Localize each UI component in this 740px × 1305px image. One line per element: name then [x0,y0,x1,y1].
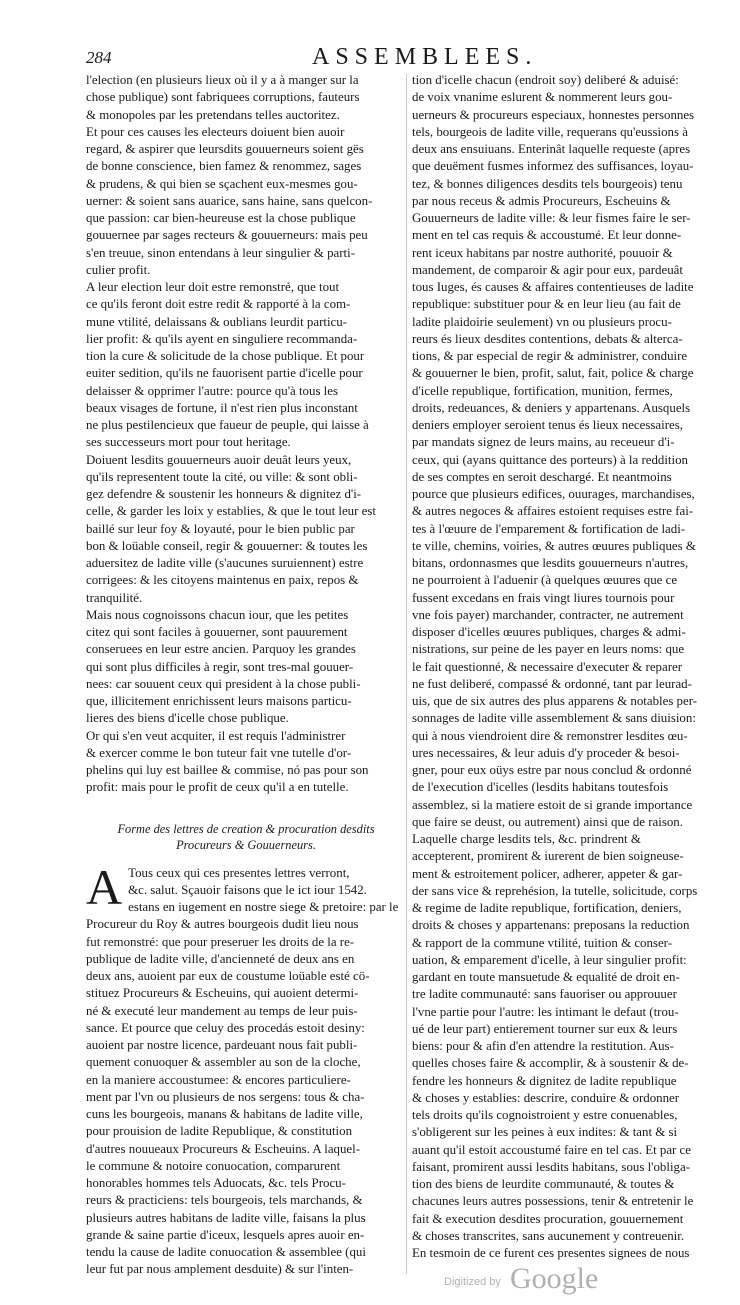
text-line: ures necessaires, & leur aduis d'y proceder & besoi- [412,745,680,760]
digitized-by-google-watermark [444,1262,624,1296]
text-line: nees: car souuent ceux qui president à la chose publi- [86,676,361,691]
text-line: tous Iuges, és causes & affaires contentieuses de ladite [412,280,694,294]
text-line: l'vne partie pour l'autre: les intimant le defaut (trou- [412,1004,679,1019]
text-line: cuns les bourgeois, manans & habitans de ladite ville, [86,1107,363,1121]
text-line: qui sont plus difficiles à regir, sont tres-mal gouuer- [86,659,354,674]
text-line: de ses comptes en seroit deschargé. Et neantmoins [412,469,672,484]
text-line: culier profit. [86,262,151,277]
text-line: bon & loüable conseil, regir & gouuerner: & toutes les [86,538,368,553]
text-line: corrigees: & les citoyens maintenus en paix, repos & [86,573,359,588]
text-line: publique de ladite ville, d'ancienneté de deux ans en [86,951,355,966]
running-title: ASSEMBLEES. [312,44,538,70]
text-line: tels, bourgeois de ladite ville, requerans qu'eussions à [412,124,688,139]
text-line: mune vtilité, delaissans & oublians leurdit particu- [86,314,347,329]
text-line: auant qu'il estoit accoustumé faire en tel cas. Et par ce [412,1142,691,1157]
text-line: uerneurs & procureurs especiaux, honnestes personnes [412,107,695,122]
text-line: leur fut par nous amplement desduite) & sur l'inten- [86,1262,354,1277]
letter-lines [86,858,406,1279]
text-line: ué de leur part) entierement tourner sur eux & leurs [412,1021,678,1036]
text-line: nistrations, sur peine de les payer en leurs noms: que [412,642,685,657]
text-line: sonnages de ladite ville assemblement & sans diuision: [412,711,696,726]
text-line: deux ans, auoient par eux de coustume loüable esté cö- [86,969,370,983]
text-line: biens: pour & afin d'en attendre la restitution. Aus- [412,1039,674,1053]
left-column-text [86,72,406,797]
text-line: qu'ils representent toute la cité, ou ville: & sont obli- [86,469,358,484]
text-line: chacunes leurs autres possessions, tenir & entretenir le [412,1194,694,1209]
text-line: reurs & practiciens: tels bourgeois, tels marchands, & [86,1193,363,1208]
section-title [86,821,406,853]
text-line: pource que plusieurs edifices, ouurages, marchandises, [412,487,695,501]
text-line: deux ans ensuiuans. Enterinât laquelle requeste (apres [412,142,691,156]
text-line: s'en treuue, sinon entendans à leur singulier & parti- [86,245,356,260]
text-line: ses successeurs mort pour tout heritage. [86,435,291,450]
text-line: tels droits qu'ils cognoistroient y estre conuenables, [412,1108,678,1122]
text-line: mandement, de comparoir & agir pour eux, pardeuât [412,262,683,277]
text-line: reurs és lieux desdites contentions, debats & alterca- [412,331,683,346]
text-line: gardant en toute mansuetude & equalité de droit en- [412,970,680,984]
text-line: en la maniere accoustumee: & encores particuliere- [86,1072,351,1087]
text-line: baillé sur leur foy & loyauté, pour le bien public par [86,521,355,536]
page-header [86,44,714,74]
text-line: de bonne conscience, bien famez & renommez, sages [86,159,362,174]
text-line: tendu la cause de ladite conuocation & assemblee (qui [86,1245,366,1259]
text-line: sance. Et pource que celuy des procedás estoit desiny: [86,1020,365,1035]
text-line: citez qui sont faciles à gouuerner, sont pauurement [86,625,348,639]
text-line: fendre les honneurs & dignitez de ladite republique [412,1073,677,1088]
text-line: Or qui s'en veut acquiter, il est requis l'administrer [86,728,346,743]
text-line: & regime de ladite republique, fortification, deniers, [412,901,682,915]
text-line: tion la cure & solicitude de la chose publique. Et pour [86,349,365,363]
text-line: Gouuerneurs de ladite ville: & leur fismes faire le ser- [412,211,691,225]
text-line: lier profit: & qu'ils ayent en singuliere recommanda- [86,331,358,346]
text-line: qui à nous viendroient dire & remonstrer lesdites œu- [412,728,688,743]
text-line: tions, & par especial de regir & administrer, conduire [412,349,688,363]
text-line: ment par l'vn ou plusieurs de nos sergens: tous & cha- [86,1089,365,1104]
text-line: rent iceux habitans par nostre authorité, pouuoir & [412,245,673,260]
text-line: beaux visages de fortune, il n'est rien plus inconstant [86,400,358,415]
text-line: chose publique) sont fabriquees corruptions, fauteurs [86,90,360,105]
text-line: uis, que de six autres des plus apparens & notables per- [412,694,698,708]
text-line: ne fust deliberé, compassé & ordonné, tant par leurad- [412,676,692,691]
text-line: l'election (en plusieurs lieux où il y a à manger sur la [86,73,359,87]
text-line: ment & estroitement policer, adherer, appeter & gar- [412,866,683,881]
text-line: celle, & garder les loix y establies, & que le tout leur est [86,504,376,519]
text-line: accepterent, promirent & iurerent de bien soigneuse- [412,849,684,864]
text-line: euiter sedition, qu'ils ne fauorisent partie d'icelle pour [86,366,363,381]
text-line: regard, & aspirer que leursdits gouuerneurs soient gës [86,142,364,156]
text-line: uation, & emparement d'icelle, à leur singulier profit: [412,952,687,967]
text-line: Procureur du Roy & autres bourgeois dudit lieu nous [86,917,359,932]
text-line: te ville, chemins, voiries, & autres œuures publiques & [412,538,696,553]
text-line: fut remonstré: que pour preseruer les droits de la re- [86,934,355,949]
text-line: & monopoles par les pretendans telles auctoritez. [86,107,340,122]
text-line: En tesmoin de ce furent ces presentes signees de nous [412,1246,690,1260]
text-line: vne fois payer) marchander, contracter, ne autrement [412,607,684,622]
text-line: & choses y establies: descrire, conduire & ordonner [412,1090,680,1105]
text-line: honorables hommes tels Aduocats, &c. tels Procu- [86,1176,346,1190]
text-line: de voix vnanime eslurent & nommerent leurs gou- [412,90,673,105]
page-number: 284 [86,48,112,67]
text-line: & autres negoces & affaires estoient requises estre fai- [412,504,694,519]
text-line: Tous ceux qui ces presentes lettres verront, [128,865,350,880]
text-line: né & executé leur mandement au temps de leur puis- [86,1003,358,1018]
text-line: auoient par nostre licence, pardeuant nous fait publi- [86,1038,358,1052]
text-line: tes à l'œuure de l'emparement & fortification de ladi- [412,521,686,536]
text-line: der sans vice & reprehésion, la tutelle, solicitude, corps [412,883,698,898]
text-line: d'icelle republique, fortification, munition, fermes, [412,383,673,398]
text-line: pour prouision de ladite Republique, & constitution [86,1124,353,1139]
text-line: bitans, ordonnasmes que lesdits gouuerneurs n'autres, [412,556,689,570]
drop-cap: A [86,858,123,915]
text-line: s'obligerent sur les peines à eux indites: & tant & si [412,1125,678,1140]
text-line: que faire se deust, ou autrement) ainsi que de raison. [412,814,683,829]
text-line: aduersitez de ladite ville (s'aucunes suruiennent) estre [86,556,364,570]
text-line: & exercer comme le bon tuteur fait vne tutelle d'or- [86,745,352,760]
text-line: ce qu'ils feront doit estre redit & rapporté à la com- [86,297,351,312]
text-line: ne plus pestilencieux que faueur de peuple, qui laisse à [86,418,369,432]
text-line: fait & execution desdites procuration, gouuernement [412,1211,684,1226]
text-line: A leur election leur doit estre remonstré, que tout [86,280,340,294]
section-title-line: Forme des lettres de creation & procuration desdits [117,821,375,836]
text-line: Mais nous cognoissons chacun iour, que les petites [86,607,349,622]
text-line: par mandats signez de leurs mains, au receueur d'i- [412,435,675,450]
text-line: uerner: & soient sans auarice, sans haine, sans quelcon- [86,193,373,208]
text-line: quement conuoquer & assembler au son de la cloche, [86,1055,361,1070]
left-column [86,72,406,1279]
text-line: gez defendre & soustenir les honneurs & dignitez d'i- [86,487,362,501]
text-line: gouuernee par sages recteurs & gouuerneurs: mais peu [86,228,368,243]
text-line: d'autres nouueaux Procureurs & Escheuins. A laquel- [86,1141,361,1156]
text-line: ceux, qui (ayans quittance des porteurs) à la reddition [412,452,688,467]
text-line: Laquelle charge lesdits tels, &c. prindrent & [412,832,641,846]
text-line: que, illicitement enrichissent leurs maisons particu- [86,694,352,708]
text-line: fussent excedans en frais vingt liures tournois pour [412,590,675,605]
text-line: & choses transcrites, sans aucunement y contreuenir. [412,1228,685,1243]
text-line: &c. salut. Sçauoir faisons que le ict iour 1542. [128,882,367,897]
text-line: & prudens, & qui bien se sçachent eux-mesmes gou- [86,176,358,191]
text-line: profit: mais pour le profit de ceux qu'il a en tutelle. [86,780,349,795]
text-line: republique: substituer pour & en leur lieu (au fait de [412,297,681,312]
text-line: phelins qui luy est baillee & commise, nó pas pour son [86,763,369,777]
section-title-line: Procureurs & Gouuerneurs. [176,837,316,852]
text-line: conseruees en leur estre ancien. Parquoy les grandes [86,642,356,657]
text-line: de l'execution d'icelles (lesdits habitans toutesfois [412,780,669,795]
text-line: & gouuerner le bien, profit, salut, fait, police & charge [412,366,694,381]
text-line: plusieurs autres habitans de ladite ville, faisans la plus [86,1210,366,1225]
right-column-text [412,72,714,1262]
digitized-by-text: Digitized by [444,1276,501,1288]
text-line: le fait questionné, & necessaire d'executer & reparer [412,659,683,674]
text-line: estans en iugement en nostre siege & pretoire: par le [128,900,399,914]
text-line: par nous receus & admis Procureurs, Escheuins & [412,193,671,208]
text-line: droits, redeuances, & deniers y appartenans. Ausquels [412,400,691,415]
text-line: quelles choses faire & accomplir, & à soustenir & de- [412,1056,689,1071]
text-line: assemblez, si la matiere estoit de si grande importance [412,797,693,812]
text-line: tez, & bonnes diligences desdits tels bourgeois) tenu [412,176,683,191]
text-line: tre ladite communauté: sans fauoriser ou approuuer [412,987,677,1002]
text-line: disposer d'icelles œuures publiques, charges & admi- [412,625,686,639]
text-line: lieres des biens d'icelle chose publique. [86,711,289,726]
text-line: stituez Procureurs & Escheuins, qui auoient determi- [86,986,359,1001]
text-line: ment en tel cas requis & accoustumé. Et leur donne- [412,228,682,243]
column-divider [406,74,407,1274]
text-line: gner, pour eux oüys estre par nous conclud & ordonné [412,763,692,777]
text-line: delaisser & opprimer l'autre: pource qu'à tous les [86,383,338,398]
text-line: grande & saine partie d'iceux, lesquels apres auoir en- [86,1227,365,1242]
text-line: faisant, promirent aussi lesdits habitans, sous l'obliga- [412,1159,690,1174]
text-line: tion des biens de leurdite communauté, & toutes & [412,1177,675,1191]
text-line: tranquilité. [86,590,143,605]
text-line: que passion: car bien-heureuse est la chose publique [86,211,356,225]
text-line: ne pourroient à l'aduenir (à quelques œuures que ce [412,573,678,588]
text-line: deniers employer seroient tenus és lieux necessaires, [412,418,683,432]
letter-text [86,858,406,1279]
text-line: tion d'icelle chacun (endroit soy) deliberé & aduisé: [412,73,679,87]
text-line: Doiuent lesdits gouuerneurs auoir deuât leurs yeux, [86,452,352,467]
text-line: ladite plaidoirie seulement) vn ou plusieurs procu- [412,314,672,329]
right-column [412,72,714,1262]
text-line: que deuëment fusmes informez des suffisances, loyau- [412,159,694,174]
text-line: droits & choses y appartenans: preposans la reduction [412,918,690,933]
text-line: Et pour ces causes les electeurs doiuent bien auoir [86,124,345,139]
google-logo-text: Google [510,1262,599,1295]
text-line: & rapport de la commune vtilité, tuition & conser- [412,935,672,950]
text-line: le commune & notoire conuocation, comparurent [86,1158,341,1173]
